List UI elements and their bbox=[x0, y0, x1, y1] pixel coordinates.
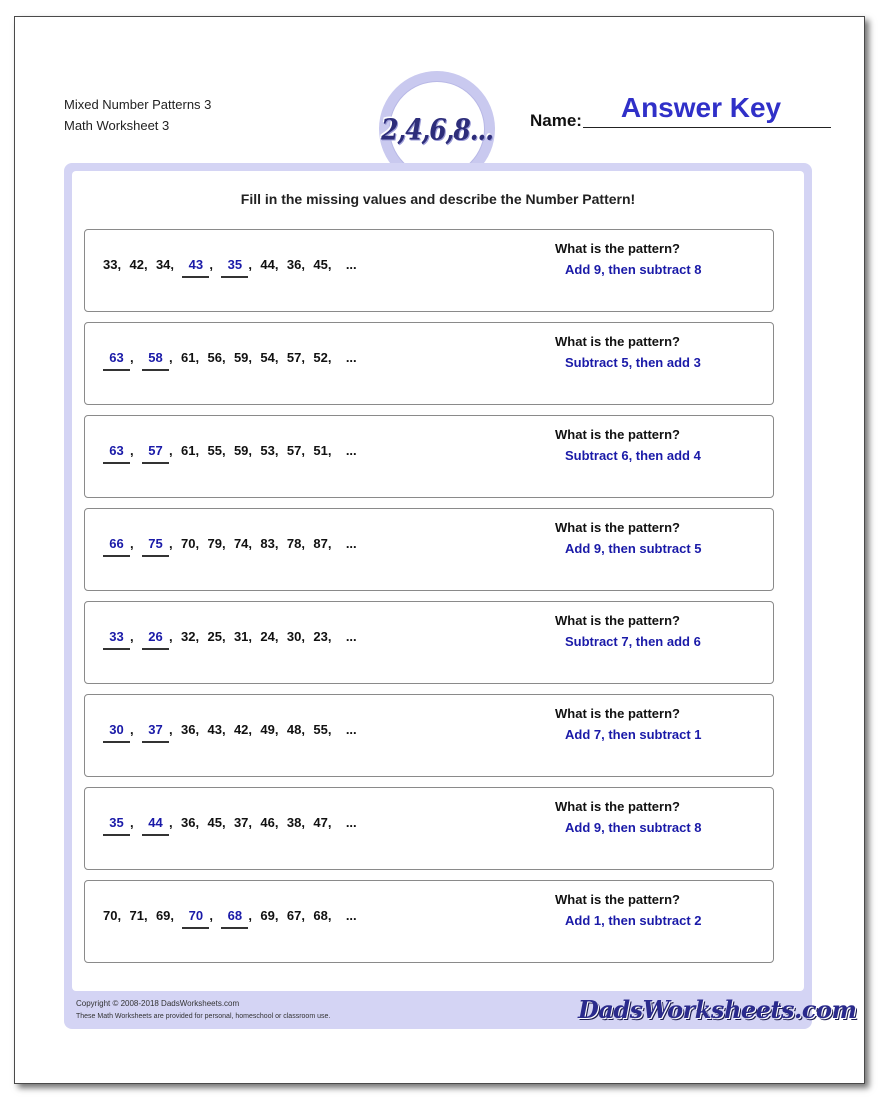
comma-separator: , bbox=[301, 257, 305, 272]
comma-separator: , bbox=[169, 629, 173, 644]
comma-separator: , bbox=[195, 629, 200, 644]
sequence-number: 36 bbox=[181, 722, 196, 737]
comma-separator: , bbox=[274, 722, 279, 737]
sequence-number: 53 bbox=[260, 443, 275, 458]
sequence-ellipsis: ... bbox=[345, 815, 357, 830]
sequence-number: 30 bbox=[286, 629, 302, 644]
brand-logo: DadsWorksheets.com bbox=[578, 995, 857, 1024]
sequence-ellipsis: ... bbox=[345, 350, 357, 365]
answer-blank[interactable]: 66 bbox=[103, 536, 130, 557]
pattern-question: What is the pattern? bbox=[555, 427, 680, 442]
sequence-number: 83 bbox=[260, 536, 275, 551]
comma-separator: , bbox=[221, 629, 226, 644]
comma-separator: , bbox=[274, 908, 279, 923]
sequence-ellipsis: ... bbox=[345, 536, 357, 551]
comma-separator: , bbox=[327, 350, 332, 365]
sequence-number: 59 bbox=[233, 350, 249, 365]
sequence-number: 69 bbox=[155, 908, 171, 923]
sequence-number: 52 bbox=[313, 350, 328, 365]
sequence-number: 57 bbox=[286, 443, 302, 458]
comma-separator: , bbox=[327, 257, 332, 272]
answer-blank[interactable]: 30 bbox=[103, 722, 130, 743]
sequence-number: 57 bbox=[286, 350, 302, 365]
comma-separator: , bbox=[327, 536, 332, 551]
answer-key-text: Answer Key bbox=[620, 92, 782, 123]
sequence-number: 59 bbox=[233, 443, 249, 458]
comma-separator: , bbox=[301, 350, 305, 365]
problem-box bbox=[84, 508, 774, 591]
comma-separator: , bbox=[221, 350, 226, 365]
sequence-number: 42 bbox=[233, 722, 249, 737]
comma-separator: , bbox=[169, 536, 173, 551]
comma-separator: , bbox=[327, 722, 332, 737]
comma-separator: , bbox=[169, 443, 173, 458]
comma-separator: , bbox=[117, 908, 122, 923]
comma-separator: , bbox=[248, 908, 253, 923]
comma-separator: , bbox=[327, 908, 332, 923]
comma-separator: , bbox=[327, 629, 332, 644]
comma-separator: , bbox=[274, 350, 279, 365]
sequence-number: 67 bbox=[286, 908, 302, 923]
problem-box bbox=[84, 415, 774, 498]
comma-separator: , bbox=[130, 722, 134, 737]
worksheet-title: Mixed Number Patterns 3 bbox=[64, 97, 212, 112]
sequence-number: 45 bbox=[207, 815, 222, 830]
comma-separator: , bbox=[248, 257, 253, 272]
comma-separator: , bbox=[274, 257, 279, 272]
sequence-number: 31 bbox=[233, 629, 249, 644]
comma-separator: , bbox=[195, 536, 200, 551]
pattern-answer: Add 1, then subtract 2 bbox=[565, 913, 702, 928]
sequence-number: 61 bbox=[181, 350, 196, 365]
sequence-number: 49 bbox=[260, 722, 275, 737]
sequence-number: 38 bbox=[286, 815, 302, 830]
sequence-number: 70 bbox=[181, 536, 196, 551]
sequence-number: 24 bbox=[260, 629, 275, 644]
sequence-ellipsis: ... bbox=[345, 443, 357, 458]
sequence-ellipsis: ... bbox=[345, 629, 357, 644]
number-sequence bbox=[103, 350, 357, 372]
sequence-ellipsis: ... bbox=[345, 722, 357, 737]
sequence-number: 33 bbox=[103, 257, 118, 272]
sequence-number: 61 bbox=[181, 443, 196, 458]
comma-separator: , bbox=[143, 908, 148, 923]
comma-separator: , bbox=[195, 722, 200, 737]
sequence-number: 78 bbox=[286, 536, 302, 551]
number-sequence bbox=[103, 629, 357, 651]
comma-separator: , bbox=[301, 443, 305, 458]
answer-blank[interactable]: 43 bbox=[182, 257, 209, 278]
pattern-answer: Add 7, then subtract 1 bbox=[565, 727, 702, 742]
sequence-number: 36 bbox=[286, 257, 302, 272]
answer-blank[interactable]: 63 bbox=[103, 443, 130, 464]
comma-separator: , bbox=[170, 908, 175, 923]
answer-blank[interactable]: 35 bbox=[221, 257, 248, 278]
comma-separator: , bbox=[274, 815, 279, 830]
pattern-answer: Add 9, then subtract 8 bbox=[565, 820, 702, 835]
comma-separator: , bbox=[248, 629, 253, 644]
pattern-answer: Subtract 6, then add 4 bbox=[565, 448, 701, 463]
sequence-number: 46 bbox=[260, 815, 275, 830]
comma-separator: , bbox=[195, 350, 200, 365]
answer-blank[interactable]: 75 bbox=[142, 536, 169, 557]
sequence-number: 68 bbox=[313, 908, 328, 923]
number-sequence bbox=[103, 536, 357, 558]
answer-blank[interactable]: 58 bbox=[142, 350, 169, 371]
pattern-question: What is the pattern? bbox=[555, 799, 680, 814]
comma-separator: , bbox=[221, 443, 226, 458]
comma-separator: , bbox=[327, 443, 332, 458]
problem-box bbox=[84, 880, 774, 963]
sequence-number: 23 bbox=[313, 629, 328, 644]
comma-separator: , bbox=[143, 257, 148, 272]
sequence-number: 25 bbox=[207, 629, 222, 644]
number-sequence bbox=[103, 722, 357, 744]
comma-separator: , bbox=[248, 722, 253, 737]
problem-box bbox=[84, 601, 774, 684]
comma-separator: , bbox=[221, 536, 226, 551]
problem-box bbox=[84, 229, 774, 312]
pattern-question: What is the pattern? bbox=[555, 520, 680, 535]
number-sequence bbox=[103, 257, 357, 279]
worksheet-subtitle: Math Worksheet 3 bbox=[64, 118, 170, 133]
comma-separator: , bbox=[301, 722, 305, 737]
sequence-number: 47 bbox=[313, 815, 328, 830]
answer-blank[interactable]: 57 bbox=[142, 443, 169, 464]
comma-separator: , bbox=[169, 815, 173, 830]
pattern-question: What is the pattern? bbox=[555, 334, 680, 349]
sequence-number: 42 bbox=[129, 257, 144, 272]
sequence-ellipsis: ... bbox=[345, 257, 357, 272]
problem-box bbox=[84, 694, 774, 777]
number-sequence bbox=[103, 815, 357, 837]
comma-separator: , bbox=[209, 908, 214, 923]
comma-separator: , bbox=[117, 257, 122, 272]
sequence-number: 54 bbox=[260, 350, 275, 365]
pattern-question: What is the pattern? bbox=[555, 706, 680, 721]
sequence-number: 55 bbox=[313, 722, 328, 737]
comma-separator: , bbox=[274, 536, 279, 551]
footer-copyright: Copyright © 2008-2018 DadsWorksheets.com bbox=[76, 999, 240, 1008]
comma-separator: , bbox=[130, 536, 134, 551]
sequence-number: 79 bbox=[207, 536, 222, 551]
sequence-number: 55 bbox=[207, 443, 222, 458]
comma-separator: , bbox=[169, 350, 173, 365]
sequence-number: 36 bbox=[181, 815, 196, 830]
problem-box bbox=[84, 787, 774, 870]
sequence-number: 70 bbox=[103, 908, 118, 923]
problem-box bbox=[84, 322, 774, 405]
sequence-number: 34 bbox=[155, 257, 171, 272]
pattern-question: What is the pattern? bbox=[555, 892, 680, 907]
comma-separator: , bbox=[248, 443, 253, 458]
comma-separator: , bbox=[327, 815, 332, 830]
answer-blank[interactable]: 26 bbox=[142, 629, 169, 650]
comma-separator: , bbox=[248, 350, 253, 365]
comma-separator: , bbox=[130, 443, 134, 458]
comma-separator: , bbox=[301, 629, 305, 644]
sequence-number: 48 bbox=[286, 722, 302, 737]
comma-separator: , bbox=[274, 443, 279, 458]
comma-separator: , bbox=[209, 257, 214, 272]
name-label: Name: bbox=[530, 111, 582, 130]
sequence-number: 69 bbox=[260, 908, 275, 923]
answer-blank[interactable]: 68 bbox=[221, 908, 248, 929]
sequence-number: 43 bbox=[207, 722, 222, 737]
pattern-answer: Subtract 7, then add 6 bbox=[565, 634, 701, 649]
comma-separator: , bbox=[248, 536, 253, 551]
comma-separator: , bbox=[248, 815, 253, 830]
sequence-ellipsis: ... bbox=[345, 908, 357, 923]
sequence-number: 87 bbox=[313, 536, 328, 551]
comma-separator: , bbox=[301, 536, 305, 551]
logo-text: 2,4,6,8... bbox=[381, 112, 493, 146]
number-sequence bbox=[103, 443, 357, 465]
comma-separator: , bbox=[130, 815, 134, 830]
answer-blank[interactable]: 33 bbox=[103, 629, 130, 650]
answer-blank[interactable]: 37 bbox=[142, 722, 169, 743]
sequence-number: 51 bbox=[313, 443, 328, 458]
sequence-number: 56 bbox=[207, 350, 222, 365]
name-line bbox=[583, 127, 831, 128]
comma-separator: , bbox=[301, 908, 305, 923]
sequence-number: 74 bbox=[233, 536, 249, 551]
comma-separator: , bbox=[169, 722, 173, 737]
answer-blank[interactable]: 70 bbox=[182, 908, 209, 929]
answer-blank[interactable]: 35 bbox=[103, 815, 130, 836]
comma-separator: , bbox=[221, 722, 226, 737]
sequence-number: 37 bbox=[233, 815, 249, 830]
comma-separator: , bbox=[130, 629, 134, 644]
pattern-answer: Add 9, then subtract 8 bbox=[565, 262, 702, 277]
number-sequence bbox=[103, 908, 357, 930]
sequence-number: 32 bbox=[181, 629, 196, 644]
comma-separator: , bbox=[274, 629, 279, 644]
footer-note: These Math Worksheets are provided for personal, homeschool or classroom use. bbox=[76, 1013, 331, 1020]
comma-separator: , bbox=[130, 350, 134, 365]
answer-blank[interactable]: 63 bbox=[103, 350, 130, 371]
comma-separator: , bbox=[221, 815, 226, 830]
sequence-number: 44 bbox=[260, 257, 275, 272]
answer-blank[interactable]: 44 bbox=[142, 815, 169, 836]
comma-separator: , bbox=[170, 257, 175, 272]
pattern-question: What is the pattern? bbox=[555, 241, 680, 256]
instructions: Fill in the missing values and describe the Number Pattern! bbox=[240, 191, 636, 207]
sequence-number: 45 bbox=[313, 257, 328, 272]
comma-separator: , bbox=[195, 815, 200, 830]
pattern-answer: Add 9, then subtract 5 bbox=[565, 541, 702, 556]
pattern-answer: Subtract 5, then add 3 bbox=[565, 355, 701, 370]
sequence-number: 71 bbox=[129, 908, 144, 923]
comma-separator: , bbox=[301, 815, 305, 830]
comma-separator: , bbox=[195, 443, 200, 458]
pattern-question: What is the pattern? bbox=[555, 613, 680, 628]
